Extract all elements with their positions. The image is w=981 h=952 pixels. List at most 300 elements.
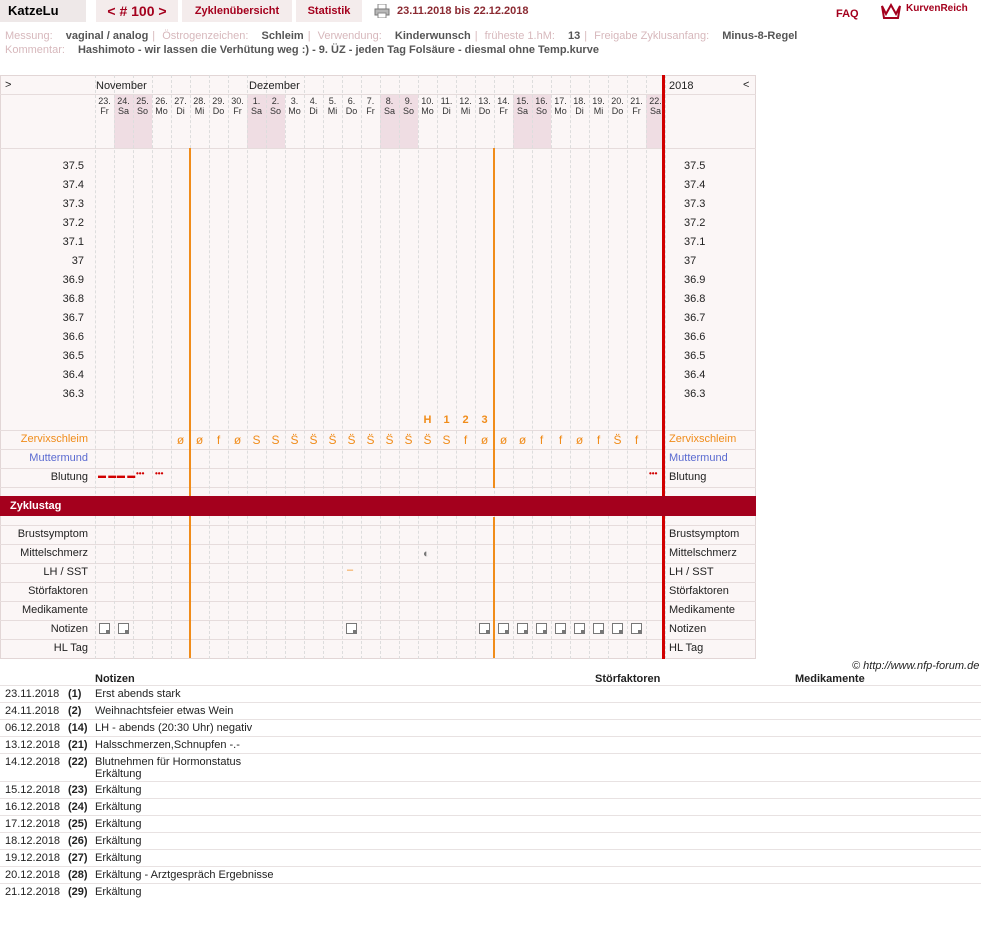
weekday: Fr (233, 106, 242, 116)
note-text: Halsschmerzen,Schnupfen -.- (95, 739, 240, 751)
cycle-start-line (189, 148, 191, 658)
grid-column-line (266, 75, 267, 659)
temp-label-left: 37 (71, 255, 84, 267)
day-header (551, 96, 570, 116)
note-cycle-day: (22) (68, 756, 88, 768)
mucus-symbol: S (442, 433, 451, 447)
day-header (475, 96, 494, 116)
note-icon (612, 623, 623, 634)
bleeding-spotting: ••• (136, 469, 145, 478)
day-number: 28. (193, 96, 206, 106)
note-date: 16.12.2018 (5, 801, 61, 813)
note-icon (99, 623, 110, 634)
logo-text: KurvenReich (906, 3, 968, 14)
mucus-symbol: S̈ (347, 433, 356, 447)
bleeding-heavy: ▬ ▬ (117, 471, 136, 480)
note-text: Erkältung (95, 818, 142, 830)
grid-column-line (418, 75, 419, 659)
note-cycle-day: (21) (68, 739, 88, 751)
day-number: 10. (421, 96, 434, 106)
temp-label-right: 37.4 (684, 179, 706, 191)
row-label-disturb-right: Störfaktoren (669, 585, 729, 597)
lh-negative-mark: – (347, 564, 354, 576)
temp-label-right: 36.3 (684, 388, 706, 400)
row-label-meds: Medikamente (21, 604, 88, 616)
table-row (0, 685, 981, 702)
peak-mark: 3 (481, 414, 488, 426)
grid-column-line (399, 75, 400, 659)
kurvenreich-logo[interactable] (880, 2, 980, 20)
row-label-bleeding: Blutung (50, 471, 88, 483)
day-header (627, 96, 646, 116)
temp-label-right: 36.4 (684, 369, 706, 381)
temp-label-left: 37.1 (62, 236, 84, 248)
day-header (152, 96, 171, 116)
mucus-symbol: f (634, 433, 639, 447)
row-label-bleeding-right: Blutung (669, 471, 707, 483)
note-date: 15.12.2018 (5, 784, 61, 796)
grid-column-line (342, 75, 343, 659)
peak-mark: 1 (443, 414, 450, 426)
weekday: So (136, 106, 148, 116)
day-header (266, 96, 285, 116)
earliest-label: früheste 1.hM: (484, 30, 555, 42)
release-label: Freigabe Zyklusanfang: (594, 30, 710, 42)
weekday: Mo (554, 106, 567, 116)
mucus-symbol: f (596, 433, 601, 447)
day-number: 9. (404, 96, 413, 106)
grid-column-line (456, 75, 457, 659)
weekday: Fr (366, 106, 375, 116)
day-header (171, 96, 190, 116)
day-header (190, 96, 209, 116)
weekday: Fr (632, 106, 641, 116)
temp-label-right: 36.7 (684, 312, 706, 324)
day-number: 11. (440, 96, 453, 106)
day-header (437, 96, 456, 116)
copyright: © http://www.nfp-forum.de (852, 660, 980, 672)
cycle-navigator[interactable]: < # 100 > (96, 0, 178, 22)
note-cycle-day: (14) (68, 722, 88, 734)
measurement-value: vaginal / analog (65, 30, 149, 42)
note-cycle-day: (25) (68, 818, 88, 830)
mucus-symbol: f (216, 433, 221, 447)
bleeding-spotting: ••• (649, 469, 658, 478)
weekday: Sa (649, 106, 661, 116)
grid-column-line (665, 75, 666, 659)
table-row (0, 815, 981, 832)
day-number: 27. (174, 96, 187, 106)
note-date: 24.11.2018 (5, 705, 60, 717)
mucus-symbol: S̈ (404, 433, 413, 447)
day-header (304, 96, 323, 116)
weekday: So (535, 106, 547, 116)
note-date: 13.12.2018 (5, 739, 61, 751)
mucus-symbol: S̈ (366, 433, 375, 447)
statistics-link[interactable]: Statistik (296, 0, 362, 22)
temp-label-left: 37.3 (62, 198, 84, 210)
weekday: Di (442, 106, 451, 116)
faq-link[interactable]: FAQ (836, 8, 859, 20)
grid-column-line (95, 75, 96, 659)
temp-label-right: 36.9 (684, 274, 706, 286)
temp-label-left: 37.4 (62, 179, 84, 191)
note-text: Erkältung (95, 852, 142, 864)
comment-label: Kommentar: (5, 44, 65, 56)
peak-line (493, 517, 495, 658)
temp-label-left: 36.4 (62, 369, 84, 381)
grid-column-line (475, 75, 476, 659)
note-text: Blutnehmen für Hormonstatus Erkältung (95, 756, 242, 780)
row-label-mucus-right: Zervixschleim (669, 433, 737, 445)
weekday: So (402, 106, 414, 116)
next-cycle-arrow[interactable]: < (743, 79, 750, 91)
note-cycle-day: (26) (68, 835, 88, 847)
day-number: 30. (231, 96, 244, 106)
day-header (494, 96, 513, 116)
temp-label-left: 37.5 (62, 160, 84, 172)
temp-label-right: 36.6 (684, 331, 706, 343)
note-icon (118, 623, 129, 634)
username[interactable]: KatzeLu (0, 0, 86, 22)
note-icon (555, 623, 566, 634)
note-cycle-day: (29) (68, 886, 88, 898)
mucus-symbol: S̈ (385, 433, 394, 447)
grid-column-line (114, 75, 115, 659)
table-row (0, 832, 981, 849)
note-icon (479, 623, 490, 634)
year-label: 2018 (669, 80, 694, 92)
row-label-midpain: Mittelschmerz (20, 547, 88, 559)
day-header (532, 96, 551, 116)
day-number: 6. (347, 96, 356, 106)
row-label-mucus: Zervixschleim (20, 433, 88, 445)
row-label-disturb: Störfaktoren (28, 585, 88, 597)
cycle-overview-link[interactable]: Zyklenübersicht (182, 0, 292, 22)
note-date: 20.12.2018 (5, 869, 61, 881)
note-text: Weihnachtsfeier etwas Wein (95, 705, 234, 717)
weekday: Mi (194, 106, 205, 116)
note-date: 21.12.2018 (5, 886, 61, 898)
weekday: Mi (327, 106, 338, 116)
temp-label-right: 37.3 (684, 198, 706, 210)
mucus-symbol: S (271, 433, 280, 447)
day-header (323, 96, 342, 116)
grid-column-line (228, 75, 229, 659)
day-number: 5. (328, 96, 337, 106)
weekday: Do (212, 106, 225, 116)
mucus-symbol: S̈ (613, 433, 622, 447)
grid-column-line (133, 75, 134, 659)
bleeding-spotting: ••• (155, 469, 164, 478)
mucus-symbol: ø (499, 433, 508, 447)
day-header (247, 96, 266, 116)
note-icon (517, 623, 528, 634)
weekday: Fr (499, 106, 508, 116)
temp-label-right: 36.5 (684, 350, 706, 362)
month-label: Dezember (249, 80, 300, 92)
temp-label-left: 36.9 (62, 274, 84, 286)
weekday: Do (611, 106, 624, 116)
day-number: 4. (309, 96, 318, 106)
note-date: 06.12.2018 (5, 722, 61, 734)
day-header (114, 96, 133, 116)
day-header (570, 96, 589, 116)
grid-column-line (646, 75, 647, 659)
grid-column-line (361, 75, 362, 659)
note-cycle-day: (2) (68, 705, 82, 717)
day-number: 14. (497, 96, 510, 106)
mucus-symbol: ø (575, 433, 584, 447)
estrogen-value: Schleim (261, 30, 304, 42)
grid-column-line (589, 75, 590, 659)
temp-label-left: 36.6 (62, 331, 84, 343)
note-text: Erkältung - Arztgespräch Ergebnisse (95, 869, 274, 881)
release-value: Minus-8-Regel (722, 30, 798, 42)
day-header (285, 96, 304, 116)
weekday: Mo (155, 106, 168, 116)
day-number: 18. (573, 96, 586, 106)
grid-column-line (570, 75, 571, 659)
day-header (228, 96, 247, 116)
peak-mark: H (423, 414, 432, 426)
grid-column-line (532, 75, 533, 659)
day-number: 19. (592, 96, 605, 106)
day-number: 8. (385, 96, 394, 106)
mucus-symbol: S̈ (328, 433, 337, 447)
day-number: 13. (478, 96, 491, 106)
day-header (209, 96, 228, 116)
note-icon (536, 623, 547, 634)
mucus-symbol: S̈ (423, 433, 432, 447)
day-header (133, 96, 152, 116)
table-row (0, 702, 981, 719)
day-number: 7. (366, 96, 375, 106)
grid-column-line (437, 75, 438, 659)
measurement-label: Messung: (5, 30, 53, 42)
weekday: So (269, 106, 281, 116)
weekday: Do (345, 106, 358, 116)
disturb-header: Störfaktoren (595, 673, 661, 685)
day-number: 21. (630, 96, 643, 106)
temp-label-left: 36.5 (62, 350, 84, 362)
grid-column-line (323, 75, 324, 659)
row-label-notes: Notizen (50, 623, 88, 635)
day-number: 23. (98, 96, 111, 106)
current-day-line (662, 75, 665, 659)
day-header (608, 96, 627, 116)
day-header (380, 96, 399, 116)
day-number: 2. (271, 96, 280, 106)
note-date: 18.12.2018 (5, 835, 61, 847)
note-icon (574, 623, 585, 634)
day-number: 15. (516, 96, 529, 106)
temp-label-right: 37 (684, 255, 697, 267)
prev-cycle-arrow[interactable]: > (5, 79, 12, 91)
note-text: LH - abends (20:30 Uhr) negativ (95, 722, 253, 734)
mucus-symbol: ø (480, 433, 489, 447)
note-text: Erst abends stark (95, 688, 181, 700)
note-text-extra: Erkältung (95, 768, 142, 780)
table-row (0, 736, 981, 753)
grid-column-line (513, 75, 514, 659)
temp-label-right: 37.1 (684, 236, 706, 248)
estrogen-label: Östrogenzeichen: (162, 30, 249, 42)
row-label-meds-right: Medikamente (669, 604, 736, 616)
mucus-symbol: ø (195, 433, 204, 447)
midpain-icon: ◐ (423, 548, 430, 560)
mucus-symbol: ø (518, 433, 527, 447)
weekday: Mi (460, 106, 471, 116)
comment-value: Hashimoto - wir lassen die Verhütung weg :) - 9. ÜZ - jeden Tag Folsäure - diesmal ohne Temp.kurve (77, 44, 599, 56)
table-row (0, 719, 981, 736)
row-label-lh-right: LH / SST (669, 566, 714, 578)
cycle-day-label: Zyklustag (10, 500, 62, 512)
note-text: Erkältung (95, 835, 142, 847)
day-number: 26. (155, 96, 168, 106)
cycle-day-bar (0, 496, 756, 516)
note-icon (498, 623, 509, 634)
earliest-value: 13 (568, 30, 581, 42)
table-row (0, 781, 981, 798)
usage-value: Kinderwunsch (394, 30, 471, 42)
usage-label: Verwendung: (317, 30, 382, 42)
weekday: Fr (100, 106, 109, 116)
grid-column-line (608, 75, 609, 659)
mucus-symbol: ø (233, 433, 242, 447)
day-header (456, 96, 475, 116)
day-number: 1. (252, 96, 261, 106)
printer-icon[interactable] (374, 4, 390, 18)
weekday: Mi (593, 106, 604, 116)
weekday: Di (575, 106, 584, 116)
day-number: 20. (611, 96, 624, 106)
note-cycle-day: (27) (68, 852, 88, 864)
day-number: 29. (212, 96, 225, 106)
day-number: 12. (459, 96, 472, 106)
row-label-cervix: Muttermund (29, 452, 88, 464)
weekday: Sa (250, 106, 262, 116)
row-label-notes-right: Notizen (669, 623, 707, 635)
grid-column-line (627, 75, 628, 659)
crown-icon (880, 2, 902, 20)
mucus-symbol: f (463, 433, 468, 447)
note-text: Erkältung (95, 886, 142, 898)
day-header (95, 96, 114, 116)
notes-header: Notizen (95, 673, 135, 685)
table-row (0, 798, 981, 815)
weekday: Di (176, 106, 185, 116)
mucus-symbol: f (539, 433, 544, 447)
grid-column-line (551, 75, 552, 659)
table-row (0, 753, 981, 781)
row-label-lh: LH / SST (43, 566, 88, 578)
day-number: 24. (117, 96, 130, 106)
note-cycle-day: (1) (68, 688, 82, 700)
temp-label-left: 36.7 (62, 312, 84, 324)
mucus-symbol: S (252, 433, 261, 447)
peak-mark: 2 (462, 414, 469, 426)
temp-label-left: 36.3 (62, 388, 84, 400)
temp-label-right: 37.5 (684, 160, 706, 172)
top-nav (0, 0, 981, 26)
weekday: Sa (117, 106, 129, 116)
day-number: 16. (535, 96, 548, 106)
comment-row (5, 44, 599, 56)
note-date: 19.12.2018 (5, 852, 61, 864)
note-icon (593, 623, 604, 634)
row-label-midpain-right: Mittelschmerz (669, 547, 737, 559)
day-header (399, 96, 418, 116)
note-text: Erkältung (95, 801, 142, 813)
day-header (342, 96, 361, 116)
grid-column-line (171, 75, 172, 659)
temp-label-left: 36.8 (62, 293, 84, 305)
grid-column-line (209, 75, 210, 659)
note-cycle-day: (23) (68, 784, 88, 796)
weekday: Sa (383, 106, 395, 116)
mucus-symbol: S̈ (290, 433, 299, 447)
table-row (0, 866, 981, 883)
note-date: 23.11.2018 (5, 688, 60, 700)
weekday: Sa (516, 106, 528, 116)
note-cycle-day: (28) (68, 869, 88, 881)
day-number: 3. (290, 96, 299, 106)
weekday: Mo (288, 106, 301, 116)
grid-column-line (304, 75, 305, 659)
day-number: 22. (649, 96, 662, 106)
grid-column-line (152, 75, 153, 659)
day-number: 25. (136, 96, 149, 106)
row-label-breast: Brustsymptom (17, 528, 88, 540)
bleeding-heavy: ▬ ▬ (98, 471, 117, 480)
temp-label-right: 36.8 (684, 293, 706, 305)
day-header (361, 96, 380, 116)
row-label-breast-right: Brustsymptom (669, 528, 740, 540)
weekday: Mo (421, 106, 434, 116)
row-label-hl: HL Tag (53, 642, 88, 654)
meds-header: Medikamente (795, 673, 865, 685)
mucus-symbol: ø (176, 433, 185, 447)
grid-column-line (380, 75, 381, 659)
day-header (589, 96, 608, 116)
grid-column-line (247, 75, 248, 659)
grid-column-line (285, 75, 286, 659)
row-label-cervix-right: Muttermund (669, 452, 728, 464)
mucus-symbol: f (558, 433, 563, 447)
row-label-hl-right: HL Tag (669, 642, 704, 654)
meta-row: Messung: vaginal / analog | Östrogenzeichen: Schleim | Verwendung: Kinderwunsch | früheste 1.hM: 13 | Freigabe Zyklusanfang: Minus-8-Regel (5, 30, 798, 42)
note-icon (346, 623, 357, 634)
date-range: 23.11.2018 bis 22.12.2018 (397, 5, 529, 17)
day-number: 17. (554, 96, 567, 106)
weekday: Di (309, 106, 318, 116)
weekday: Do (478, 106, 491, 116)
note-cycle-day: (24) (68, 801, 88, 813)
month-label: November (96, 80, 147, 92)
note-text: Erkältung (95, 784, 142, 796)
note-date: 17.12.2018 (5, 818, 61, 830)
day-header (513, 96, 532, 116)
day-header (418, 96, 437, 116)
note-icon (631, 623, 642, 634)
table-row (0, 849, 981, 866)
mucus-symbol: S̈ (309, 433, 318, 447)
temp-label-left: 37.2 (62, 217, 84, 229)
table-row (0, 883, 981, 900)
temp-label-right: 37.2 (684, 217, 706, 229)
note-date: 14.12.2018 (5, 756, 61, 768)
